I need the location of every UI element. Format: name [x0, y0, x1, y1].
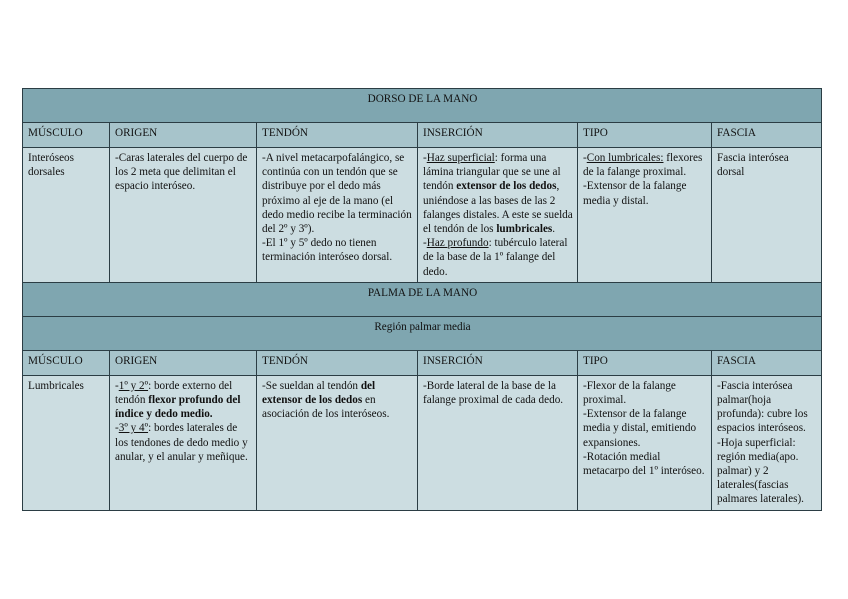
cell-tendon	[257, 375, 418, 510]
origen-b-label: 3º y 4º	[118, 422, 149, 435]
origen-a-text: : borde externo del tendón	[115, 379, 233, 407]
dorso-title-row	[23, 89, 822, 123]
origen-b-text: : bordes laterales de los tendones de dedo medio y anular, y el anular y meñique.	[115, 422, 248, 463]
fascia-line-2: -Hoja superficial: región media(apo. palmar) y 2 laterales(fascias palmares laterales).	[717, 436, 804, 506]
tendon-line-2: -El 1º y 5º dedo no tienen terminación interóseo dorsal.	[262, 237, 393, 264]
cell-musculo: Interóseos dorsales	[23, 148, 110, 283]
tipo-line-2: -Extensor de la falange media y distal, emitiendo expansiones.	[583, 408, 697, 449]
header-origen: ORIGEN	[110, 123, 257, 148]
anatomy-table	[22, 88, 822, 511]
tendon-text: -Se sueldan al tendón	[262, 379, 361, 392]
cell-fascia: Fascia interósea dorsal	[712, 148, 822, 283]
haz-profundo-text: : tubérculo lateral de la base de la 1º falange del dedo.	[423, 237, 568, 278]
tipo-line-2: -Extensor de la falange media y distal.	[583, 180, 687, 207]
cell-tipo: -Con lumbricales: flexores de la falange proximal. -Extensor de la falange media y distal.	[578, 148, 712, 283]
palma-title: PALMA DE LA MANO	[23, 282, 822, 316]
insercion-text-2: , uniéndose a las bases de las 2 falanges distales. A este se suelda el tendón de los	[423, 180, 573, 236]
tendon-bold: del extensor de los dedos	[262, 379, 376, 407]
cell-insercion: -Borde lateral de la base de la falange proximal de cada dedo.	[418, 375, 578, 510]
palma-subtitle-row	[23, 316, 822, 350]
haz-profundo-label: Haz profundo	[426, 237, 489, 250]
insercion-end: .	[552, 223, 556, 236]
fascia-line-1: -Fascia interósea palmar(hoja profunda): cubre los espacios interóseos.	[717, 379, 808, 435]
tipo-label: Con lumbricales:	[586, 152, 664, 164]
header-tipo: TIPO	[578, 350, 712, 375]
header-musculo: MÚSCULO	[23, 350, 110, 375]
cell-origen: -Caras laterales del cuerpo de los 2 meta que delimitan el espacio interóseo.	[110, 148, 257, 283]
tipo-line-1: flexores de la falange proximal.	[583, 152, 703, 179]
tendon-line-1: -A nivel metacarpofalángico, se continúa con un tendón que se distribuye por el dedo más próximo al eje de la mano (el dedo medio recibe la terminación del 2º y 3º).	[262, 152, 412, 236]
header-musculo: MÚSCULO	[23, 123, 110, 148]
header-tipo: TIPO	[578, 123, 712, 148]
cell-insercion: -Haz superficial: forma una lámina triangular que se une al tendón extensor de los dedos, uniéndose a las bases de las 2 falanges distales. A este se suelda el tendón de los lumbricales. -Haz profundo: tubérculo lateral de la base de la 1º falange del dedo.	[418, 148, 578, 283]
cell-fascia	[712, 375, 822, 510]
palma-title-row	[23, 282, 822, 316]
haz-superficial-label: Haz superficial	[426, 152, 495, 164]
header-insercion: INSERCIÓN	[418, 350, 578, 375]
cell-tendon	[257, 148, 418, 283]
insercion-text: : forma una lámina triangular que se une al tendón	[423, 152, 561, 193]
insercion-bold: extensor de los dedos	[456, 180, 557, 193]
cell-origen: -1º y 2º: borde externo del tendón flexor profundo del índice y dedo medio. -3º y 4º: bordes laterales de los tendones de dedo medio y anular, y el anular y meñique.	[110, 375, 257, 510]
dorso-header-row	[23, 123, 822, 148]
header-tendon: TENDÓN	[257, 123, 418, 148]
origen-a-label: 1º y 2º	[118, 379, 149, 392]
header-fascia: FASCIA	[712, 123, 822, 148]
palma-header-row	[23, 350, 822, 375]
cell-musculo: Lumbricales	[23, 375, 110, 510]
tipo-line-3: -Rotación medial metacarpo del 1º interóseo.	[583, 450, 705, 478]
header-insercion: INSERCIÓN	[418, 123, 578, 148]
dorso-title: DORSO DE LA MANO	[23, 89, 822, 123]
tendon-end: en asociación de los interóseos.	[262, 394, 390, 421]
header-tendon: TENDÓN	[257, 350, 418, 375]
table-row-lumbricales	[23, 375, 822, 510]
tipo-line-1: -Flexor de la falange proximal.	[583, 379, 676, 407]
insercion-bold-2: lumbricales	[496, 223, 553, 236]
cell-tipo	[578, 375, 712, 510]
table-row-interoseos	[23, 148, 822, 283]
header-origen: ORIGEN	[110, 350, 257, 375]
palma-subtitle: Región palmar media	[23, 316, 822, 350]
header-fascia: FASCIA	[712, 350, 822, 375]
origen-a-bold: flexor profundo del índice y dedo medio.	[115, 394, 241, 421]
